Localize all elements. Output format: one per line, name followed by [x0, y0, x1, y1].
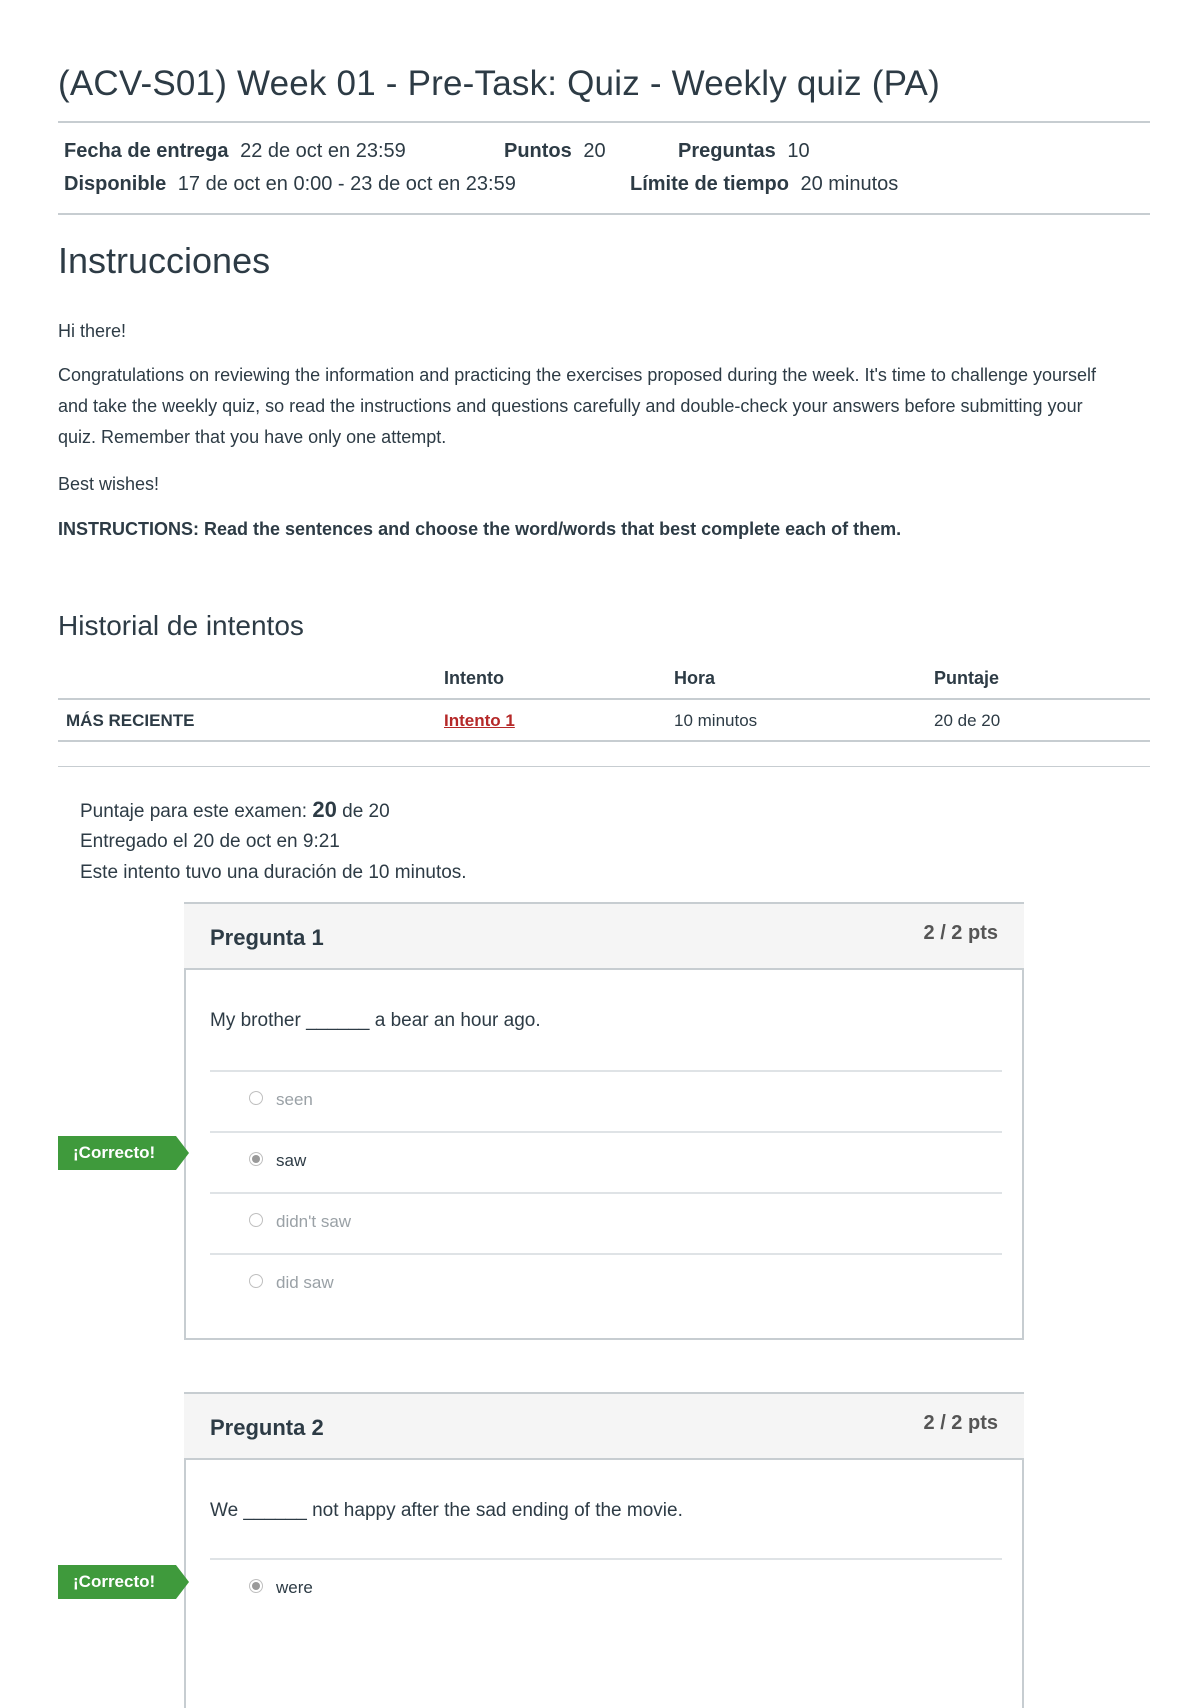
- flag-arrow-icon: [176, 1136, 189, 1170]
- row-score: 20 de 20: [934, 711, 1001, 730]
- questions-label: Preguntas: [678, 140, 776, 162]
- answer-label: seen: [276, 1090, 313, 1109]
- row-label: MÁS RECIENTE: [66, 711, 195, 730]
- radio-selected-icon[interactable]: [249, 1579, 263, 1593]
- available-value: 17 de oct en 0:00 - 23 de oct en 23:59: [177, 173, 516, 195]
- score-value: 20: [312, 797, 337, 822]
- attempt-history-heading: Historial de intentos: [58, 610, 304, 641]
- question-title: Pregunta 1: [210, 925, 324, 950]
- question-points: 2 / 2 pts: [923, 922, 998, 944]
- due-date-value: 22 de oct en 23:59: [240, 140, 406, 162]
- page-title: (ACV-S01) Week 01 - Pre-Task: Quiz - Weekly quiz (PA): [58, 64, 940, 103]
- answer-label: saw: [276, 1151, 307, 1170]
- points-label: Puntos: [504, 140, 572, 162]
- correct-flag: [58, 1565, 188, 1599]
- answer-option[interactable]: [210, 1070, 1002, 1130]
- table-row-divider: [58, 740, 1150, 742]
- instructions-task: INSTRUCTIONS: Read the sentences and choose the word/words that best complete each of them.: [58, 519, 902, 539]
- title-divider: [58, 121, 1150, 123]
- question-text: We ______ not happy after the sad ending of the movie.: [210, 1500, 683, 1521]
- time-limit-meta: [630, 173, 898, 196]
- column-score: Puntaje: [934, 668, 1000, 688]
- question-header: [184, 902, 1024, 968]
- time-limit-value: 20 minutos: [800, 173, 899, 195]
- answer-option-selected[interactable]: [210, 1131, 1002, 1191]
- submitted-time: Entregado el 20 de oct en 9:21: [80, 831, 340, 852]
- correct-flag: [58, 1136, 188, 1170]
- question-points: 2 / 2 pts: [923, 1412, 998, 1434]
- table-header-divider: [58, 698, 1150, 700]
- available-meta: [64, 173, 516, 196]
- attempt-duration: Este intento tuvo una duración de 10 minutos.: [80, 862, 467, 883]
- meta-divider: [58, 213, 1150, 215]
- radio-icon[interactable]: [249, 1274, 263, 1288]
- correct-flag-label: ¡Correcto!: [73, 1572, 156, 1591]
- quiz-score: [80, 797, 390, 823]
- question-1: [184, 902, 1024, 1340]
- time-limit-label: Límite de tiempo: [630, 173, 789, 195]
- instructions-greeting: Hi there!: [58, 321, 127, 341]
- questions-value: 10: [787, 140, 810, 162]
- answer-label: didn't saw: [276, 1212, 352, 1231]
- question-header: [184, 1392, 1024, 1458]
- question-text: My brother ______ a bear an hour ago.: [210, 1010, 541, 1031]
- row-time: 10 minutos: [674, 711, 758, 730]
- radio-icon[interactable]: [249, 1213, 263, 1227]
- answer-option-selected[interactable]: [210, 1558, 1002, 1618]
- score-suffix: de 20: [342, 801, 390, 822]
- answer-label: were: [276, 1578, 313, 1597]
- correct-flag-label: ¡Correcto!: [73, 1143, 156, 1162]
- column-time: Hora: [674, 668, 716, 688]
- due-date-label: Fecha de entrega: [64, 140, 229, 162]
- radio-icon[interactable]: [249, 1091, 263, 1105]
- question-2: [184, 1392, 1024, 1708]
- question-body: [184, 968, 1024, 1340]
- flag-arrow-icon: [176, 1565, 189, 1599]
- questions-meta: [678, 140, 810, 163]
- answer-label: did saw: [276, 1273, 334, 1292]
- column-attempt: Intento: [444, 668, 504, 688]
- available-label: Disponible: [64, 173, 167, 195]
- answer-option[interactable]: [210, 1253, 1002, 1313]
- question-title: Pregunta 2: [210, 1415, 324, 1440]
- question-body: [184, 1458, 1024, 1708]
- attempt-link[interactable]: Intento 1: [444, 711, 515, 730]
- result-divider: [58, 766, 1150, 767]
- answer-option[interactable]: [210, 1192, 1002, 1252]
- radio-selected-icon[interactable]: [249, 1152, 263, 1166]
- instructions-heading: Instrucciones: [58, 240, 271, 281]
- points-meta: [504, 140, 606, 163]
- due-date-meta: [64, 140, 406, 163]
- score-prefix: Puntaje para este examen:: [80, 801, 308, 822]
- instructions-body: Congratulations on reviewing the information and practicing the exercises proposed during the week. It's time to challenge yourself and take the weekly quiz, so read the instructions and questions carefully and double-check your answers before submitting your quiz. Remember that you have only one attempt.: [58, 365, 1097, 447]
- instructions-closing: Best wishes!: [58, 474, 160, 494]
- points-value: 20: [583, 140, 606, 162]
